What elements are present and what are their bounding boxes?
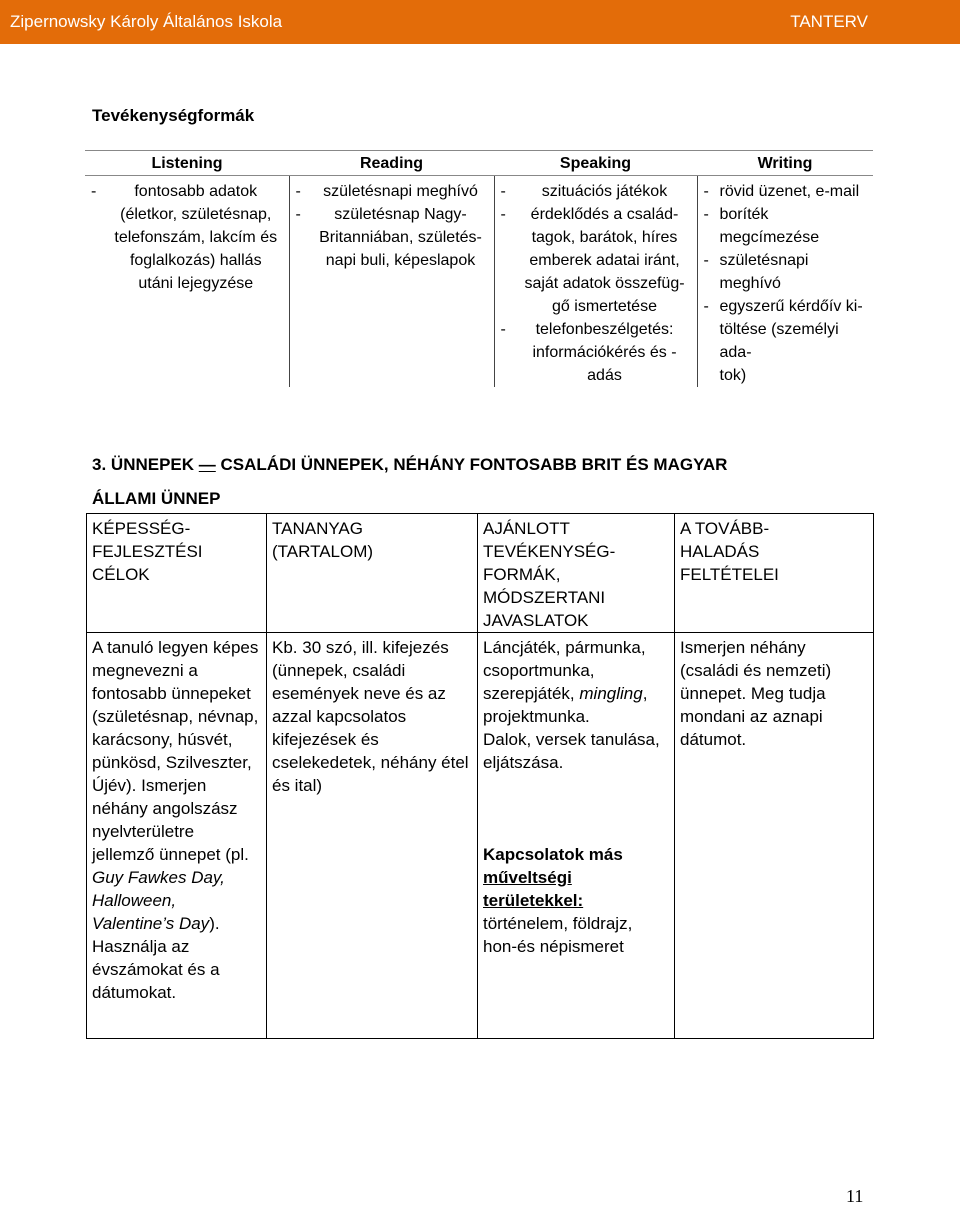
- bullet-dash: [501, 226, 517, 249]
- connections-text: történelem, földrajz, hon-és népismeret: [483, 914, 633, 956]
- speaking-item: [501, 272, 693, 295]
- reading-item: [296, 180, 490, 203]
- listening-item: [91, 180, 285, 203]
- goals-text-a: A tanuló legyen képes megnevezni a fontosabb ünnepeket (születésnap, névnap, karácsony, húsvét, pünkösd, Szilveszter, Újév). Ismerjen néhány angolszász nyelvterületre jellemző ünnepet (pl.: [92, 638, 259, 864]
- col-writing: Writing: [697, 151, 873, 176]
- header-line: FORMÁK,: [483, 565, 561, 584]
- listening-cell: [85, 176, 289, 388]
- bullet-dash: [501, 249, 517, 272]
- bullet-dash: -: [500, 321, 506, 338]
- curriculum-table: [86, 513, 874, 1039]
- col-listening: Listening: [85, 151, 289, 176]
- writing-item: [704, 295, 870, 318]
- speaking-item-text: információkérés és -: [532, 344, 677, 361]
- bullet-dash: [91, 226, 107, 249]
- speaking-item: [501, 341, 693, 364]
- activity-body-row: [85, 176, 873, 388]
- header-line: FELTÉTELEI: [680, 565, 779, 584]
- reading-item-text: születésnapi meghívó: [323, 183, 478, 200]
- reading-item: [296, 226, 490, 249]
- topic-number: 3.: [92, 455, 107, 474]
- bullet-dash: -: [91, 183, 97, 200]
- progress-cell: [675, 633, 874, 1039]
- page-number: 11: [846, 1186, 864, 1206]
- bullet-dash: [91, 272, 107, 295]
- header-line: A TOVÁBB-: [680, 519, 770, 538]
- bullet-dash: -: [295, 206, 301, 223]
- header-methods: [478, 514, 675, 633]
- reading-item-text: Britanniában, születés-: [319, 229, 482, 246]
- col-speaking: Speaking: [494, 151, 697, 176]
- section-title: Tevékenységformák: [92, 106, 255, 125]
- listening-item-text: telefonszám, lakcím és: [114, 229, 278, 246]
- listening-item-text: fontosabb adatok: [134, 183, 258, 200]
- speaking-item: [501, 249, 693, 272]
- content-cell: [267, 633, 478, 1039]
- methods-songs: Dalok, versek tanulása, eljátszása.: [483, 730, 660, 772]
- speaking-item: [501, 180, 693, 203]
- curriculum-header-row: [87, 514, 874, 633]
- goals-cell: [87, 633, 267, 1039]
- speaking-item-text: saját adatok összefüg-: [524, 275, 685, 292]
- school-name: Zipernowsky Károly Általános Iskola: [10, 12, 283, 31]
- writing-item-text: tok): [719, 367, 747, 384]
- bullet-dash: -: [703, 252, 709, 269]
- connections-label-b: műveltségi területekkel:: [483, 868, 584, 910]
- writing-item-text: egyszerű kérdőív ki-: [719, 298, 863, 315]
- writing-item: [704, 180, 870, 203]
- speaking-item: [501, 295, 693, 318]
- bullet-dash: -: [703, 206, 709, 223]
- reading-item-text: napi buli, képeslapok: [325, 252, 476, 269]
- methods-text-a: Láncjáték, pármunka, csoportmunka, szerepjáték,: [483, 638, 646, 703]
- topic-line2: ÁLLAMI ÜNNEP: [92, 489, 221, 508]
- speaking-item: [501, 364, 693, 387]
- bullet-dash: [296, 249, 312, 272]
- header-line: JAVASLATOK: [483, 611, 589, 630]
- header-line: KÉPESSÉG-: [92, 519, 191, 538]
- writing-item: [704, 364, 870, 387]
- topic-heading: [92, 448, 727, 516]
- listening-item-text: (életkor, születésnap,: [120, 206, 272, 223]
- speaking-item: [501, 226, 693, 249]
- listening-item: [91, 272, 285, 295]
- header-line: AJÁNLOTT: [483, 519, 570, 538]
- header-line: TEVÉKENYSÉG-: [483, 542, 616, 561]
- listening-item: [91, 226, 285, 249]
- speaking-cell: [494, 176, 697, 388]
- header-line: (TARTALOM): [272, 542, 374, 561]
- writing-item-text: töltése (személyi ada-: [719, 321, 839, 361]
- activity-header-row: [85, 151, 873, 176]
- speaking-item-text: tagok, barátok, híres: [531, 229, 678, 246]
- header-line: TANANYAG: [272, 519, 363, 538]
- col-reading: Reading: [289, 151, 494, 176]
- methods-text-c: , projektmunka.: [483, 684, 648, 726]
- speaking-item: [501, 318, 693, 341]
- bullet-dash: [501, 341, 517, 364]
- goals-examples: Guy Fawkes Day, Halloween, Valentine’s Day: [92, 868, 225, 933]
- reading-item: [296, 203, 490, 226]
- listening-item-text: utáni lejegyzése: [138, 275, 254, 292]
- writing-item-text: születésnapi meghívó: [719, 252, 809, 292]
- bullet-dash: [704, 318, 720, 364]
- methods-spacer: [483, 774, 669, 843]
- bullet-dash: [704, 364, 720, 387]
- header-line: MÓDSZERTANI: [483, 588, 606, 607]
- listening-item: [91, 249, 285, 272]
- bullet-dash: [91, 203, 107, 226]
- speaking-item-text: emberek adatai iránt,: [529, 252, 680, 269]
- bullet-dash: [296, 226, 312, 249]
- bullet-dash: -: [295, 183, 301, 200]
- topic-part2: CSALÁDI ÜNNEPEK, NÉHÁNY FONTOSABB BRIT ÉS MAGYAR: [220, 455, 728, 474]
- bullet-dash: -: [703, 298, 709, 315]
- bullet-dash: [501, 272, 517, 295]
- connections-label-a: Kapcsolatok más: [483, 845, 623, 864]
- bullet-dash: [91, 249, 107, 272]
- bullet-dash: -: [500, 183, 506, 200]
- methods-mingling: mingling: [579, 684, 643, 703]
- bullet-dash: [501, 295, 517, 318]
- writing-item-text: boríték megcímezése: [719, 206, 820, 246]
- header-line: FEJLESZTÉSI: [92, 542, 203, 561]
- speaking-item-text: telefonbeszélgetés:: [535, 321, 674, 338]
- header-line: HALADÁS: [680, 542, 760, 561]
- speaking-item-text: szituációs játékok: [541, 183, 668, 200]
- header-progress: [675, 514, 874, 633]
- writing-item: [704, 203, 870, 249]
- page-header: [0, 0, 960, 44]
- listening-item: [91, 203, 285, 226]
- topic-dash: —: [198, 455, 216, 474]
- bullet-dash: -: [703, 183, 709, 200]
- header-goals: [87, 514, 267, 633]
- activity-forms-table: [85, 150, 873, 387]
- document-type: TANTERV: [790, 12, 868, 31]
- speaking-item: [501, 203, 693, 226]
- speaking-item-text: gő ismertetése: [552, 298, 657, 315]
- reading-cell: [289, 176, 494, 388]
- speaking-item-text: érdeklődés a család-: [530, 206, 679, 223]
- reading-item: [296, 249, 490, 272]
- header-content: [267, 514, 478, 633]
- reading-item-text: születésnap Nagy-: [334, 206, 467, 223]
- methods-cell: [478, 633, 675, 1039]
- speaking-item-text: adás: [587, 367, 622, 384]
- curriculum-body-row: [87, 633, 874, 1039]
- bullet-dash: -: [500, 206, 506, 223]
- progress-text: Ismerjen néhány (családi és nemzeti) ünnepet. Meg tudja mondani az aznapi dátumot.: [680, 638, 832, 749]
- topic-part1: ÜNNEPEK: [110, 455, 195, 474]
- content-text: Kb. 30 szó, ill. kifejezés (ünnepek, családi események neve és az azzal kapcsolatos kifejezések és cselekedetek, néhány étel és ital): [272, 638, 469, 795]
- bullet-dash: [501, 364, 517, 387]
- writing-item: [704, 318, 870, 364]
- goals-text-c: ). Használja az évszámokat és a dátumokat.: [92, 914, 220, 1002]
- writing-item: [704, 249, 870, 295]
- listening-item-text: foglalkozás) hallás: [129, 252, 262, 269]
- header-line: CÉLOK: [92, 565, 150, 584]
- writing-item-text: rövid üzenet, e-mail: [719, 183, 860, 200]
- writing-cell: [697, 176, 873, 388]
